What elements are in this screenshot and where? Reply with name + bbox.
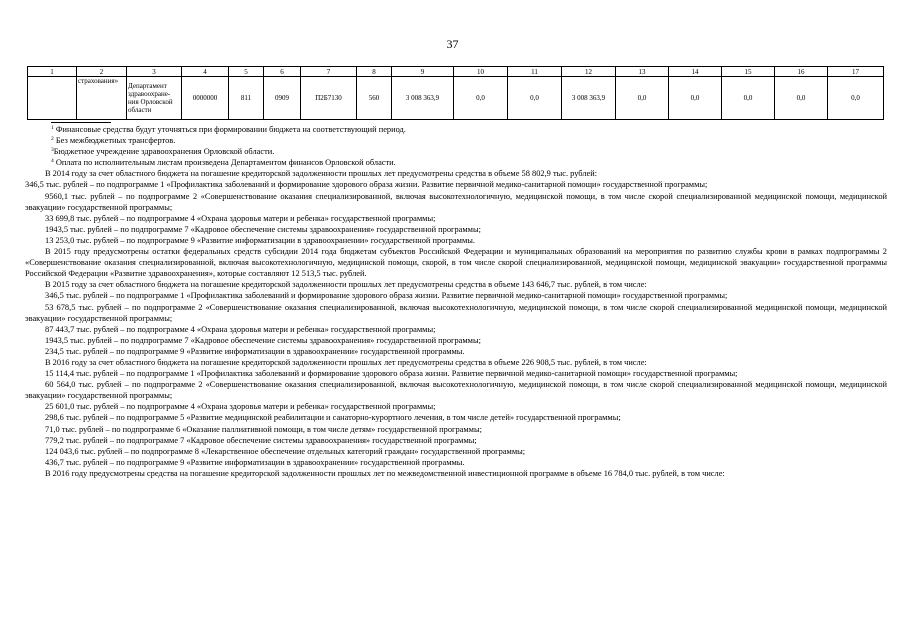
table-cell: 3 008 363,9 (562, 77, 616, 120)
footnote-text: Оплата по исполнительным листам произведена Департаментом финансов Орловской области. (53, 158, 396, 168)
body-paragraph: В 2014 году за счет областного бюджета на погашение кредиторской задолженности прошлых лет предусмотрены средства в объеме 58 802,9 тыс. рублей: (45, 169, 598, 179)
body-paragraph: 53 678,5 тыс. рублей – по подпрограмме 2 «Совершенствование оказания специализированной, включая высокотехнологичную, медицинской помощи, в том числе скорой специализированной медицинской помощи, медицинской эвакуации» государственной программы; (25, 302, 887, 323)
body-paragraph: 71,0 тыс. рублей – по подпрограмме 6 «Оказание паллиативной помощи, в том числе детям» государственной программы; (45, 424, 482, 434)
body-paragraph: 436,7 тыс. рублей – по подпрограмме 9 «Развитие информатизации в здравоохранении» государственной программы. (45, 457, 465, 467)
body-paragraph: 13 253,0 тыс. рублей – по подпрограмме 9 «Развитие информатизации в здравоохранении» государственной программы. (45, 235, 475, 245)
table-header-row (28, 67, 884, 77)
table-cell: 3 008 363,9 (392, 77, 454, 120)
footnote (25, 157, 887, 168)
table-cell: 0,0 (454, 77, 508, 120)
body-paragraph: 298,6 тыс. рублей – по подпрограмме 5 «Развитие медицинской реабилитации и санаторно-курортного лечения, в том числе детей» государственной программы; (45, 413, 621, 423)
body-paragraph: 346,5 тыс. рублей – по подпрограмме 1 «Профилактика заболеваний и формирование здорового образа жизни. Развитие первичной медико-санитарной помощи» государственной программы; (25, 180, 708, 190)
table-cell: 0,0 (508, 77, 562, 120)
table-cell (28, 77, 77, 120)
table-cell: П2Б7130 (301, 77, 357, 120)
page-number: 37 (446, 37, 459, 51)
table-header-cell: 10 (454, 67, 508, 77)
body-paragraph: 25 601,0 тыс. рублей – по подпрограмме 4 «Охрана здоровья матери и ребенка» государственной программы; (45, 402, 436, 412)
table-header-cell: 14 (669, 67, 722, 77)
body-paragraph: 87 443,7 тыс. рублей – по подпрограмме 4 «Охрана здоровья матери и ребенка» государственной программы; (45, 324, 436, 334)
table-header-cell: 5 (229, 67, 264, 77)
document-body (25, 122, 887, 479)
body-paragraph: 60 564,0 тыс. рублей – по подпрограмме 2 «Совершенствование оказания специализированной, включая высокотехнологичную, медицинской помощи, в том числе скорой специализированной медицинской помощи, медицинской эвакуации» государственной программы; (25, 380, 887, 401)
table-header-cell: 1 (28, 67, 77, 77)
body-paragraph: 234,5 тыс. рублей – по подпрограмме 9 «Развитие информатизации в здравоохранении» государственной программы. (45, 346, 465, 356)
table-cell: 0,0 (828, 77, 884, 120)
body-paragraph: 124 043,6 тыс. рублей – по подпрограмме 8 «Лекарственное обеспечение отдельных категорий граждан» государственной программы; (45, 446, 526, 456)
footnote (25, 124, 887, 135)
table-row (28, 77, 884, 120)
footnote-text: Бюджетное учреждение здравоохранения Орловской области. (53, 147, 275, 157)
budget-table (27, 66, 884, 120)
footnote-mark: 2 (51, 136, 54, 143)
body-paragraph: 1943,5 тыс. рублей – по подпрограмме 7 «Кадровое обеспечение системы здравоохранения» государственной программы; (45, 335, 481, 345)
table-cell: 0,0 (775, 77, 828, 120)
table-header-cell: 7 (301, 67, 357, 77)
paragraphs (25, 168, 887, 479)
body-paragraph: 9560,1 тыс. рублей – по подпрограмме 2 «Совершенствование оказания специализированной, включая высокотехнологичную, медицинской помощи, в том числе скорой специализированной медицинской помощи, медицинской эвакуации» государственной программы; (25, 191, 887, 212)
footnotes (25, 124, 887, 168)
body-paragraph: 33 699,8 тыс. рублей – по подпрограмме 4 «Охрана здоровья матери и ребенка» государственной программы; (45, 213, 436, 223)
body-paragraph: 779,2 тыс. рублей – по подпрограмме 7 «Кадровое обеспечение системы здравоохранения» государственной программы; (45, 435, 477, 445)
footnote-separator (51, 122, 111, 123)
table-header-cell: 8 (357, 67, 392, 77)
table-cell: 560 (357, 77, 392, 120)
table-header-cell: 16 (775, 67, 828, 77)
table-header-cell: 4 (182, 67, 229, 77)
body-paragraph: В 2016 году за счет областного бюджета на погашение кредиторской задолженности прошлых лет предусмотрены средства в объеме 226 908,5 тыс. рублей, в том числе: (45, 357, 647, 367)
table-cell: 0,0 (616, 77, 669, 120)
table-header-cell: 3 (127, 67, 182, 77)
footnote-mark: 1 (51, 125, 54, 131)
table-header-cell: 9 (392, 67, 454, 77)
footnote-text: Без межбюджетных трансфертов. (53, 136, 176, 146)
table-cell: Департамент здравоохране-ния Орловской области (127, 77, 182, 120)
body-paragraph: В 2015 году предусмотрены остатки федеральных средств субсидии 2014 года бюджетам субъектов Российской Федерации и муниципальных образований на мероприятия по развитию службы крови в рамках подпрограммы 2 «Совершенствование оказания специализированной, включая высокотехнологичную, медицинской помощи, скорой, в том числе скорой специализированной, медицинской помощи, медицинской эвакуации» государственной программы Российской Федерации «Развитие здравоохранения», которые составляют 12 513,5 тыс. рублей. (25, 247, 887, 279)
footnote-mark: 4 (51, 158, 54, 165)
table-cell: 0909 (264, 77, 301, 120)
footnote (25, 135, 887, 146)
footnote (25, 146, 887, 157)
footnote-text: Финансовые средства будут уточняться при формировании бюджета на соответствующий период. (53, 125, 406, 134)
table-cell: 0,0 (669, 77, 722, 120)
body-paragraph: 346,5 тыс. рублей – по подпрограмме 1 «Профилактика заболеваний и формирование здорового образа жизни. Развитие первичной медико-санитарной помощи» государственной программы; (45, 291, 728, 301)
table-header-cell: 15 (722, 67, 775, 77)
body-paragraph: 1943,5 тыс. рублей – по подпрограмме 7 «Кадровое обеспечение системы здравоохранения» государственной программы; (45, 224, 481, 234)
table-header-cell: 11 (508, 67, 562, 77)
table-header-cell: 17 (828, 67, 884, 77)
table-cell: 0,0 (722, 77, 775, 120)
table-cell: 0000000 (182, 77, 229, 120)
footnote-mark: 3 (51, 147, 54, 154)
table-header-cell: 13 (616, 67, 669, 77)
table-header-cell: 2 (77, 67, 127, 77)
table-header-cell: 6 (264, 67, 301, 77)
body-paragraph: В 2015 году за счет областного бюджета на погашение кредиторской задолженности прошлых лет предусмотрены средства в объеме 143 646,7 тыс. рублей, в том числе: (45, 280, 647, 290)
table-header-cell: 12 (562, 67, 616, 77)
table-cell: 811 (229, 77, 264, 120)
body-paragraph: В 2016 году предусмотрены средства на погашение кредиторской задолженности прошлых лет по межведомственной инвестиционной программе в объеме 16 784,0 тыс. рублей, в том числе: (45, 468, 725, 478)
table-cell: страхования» (77, 77, 127, 120)
body-paragraph: 15 114,4 тыс. рублей – по подпрограмме 1 «Профилактика заболеваний и формирование здорового образа жизни. Развитие первичной медико-санитарной помощи» государственной программы; (45, 369, 738, 379)
